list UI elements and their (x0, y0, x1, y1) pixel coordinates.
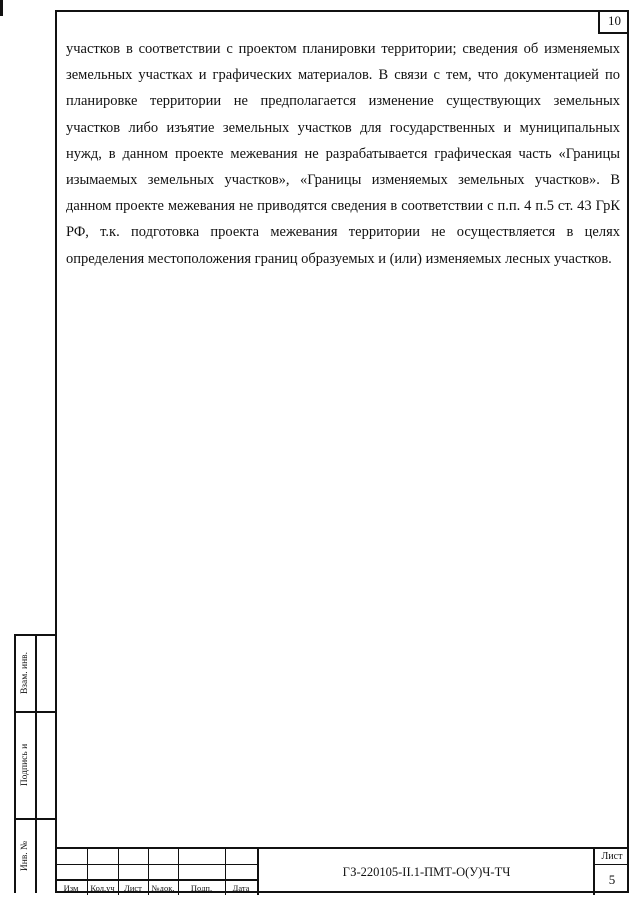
title-block (55, 847, 629, 895)
col-list: Лист (124, 883, 142, 893)
side-label-podpis: Подпись и (20, 743, 31, 786)
side-stamp (14, 634, 57, 893)
body-paragraph: участков в соответствии с проектом планировки территории; сведения об изменяемых земельных участках и графических материалов. В связи с тем, что документацией по планировке территории не предполагается изменение существующих земельных участков либо изъятие земельных участков для государственных и муниципальных нужд, в данном проекте межевания не разрабатывается графическая часть «Границы изымаемых земельных участков», «Границы изменяемых земельных участков». В данном проекте межевания не приводятся сведения в соответствии с п.п. 4 п.5 ст. 43 ГрК РФ, т.к. подготовка проекта межевания территории не осуществляется в целях определения местоположения границ образуемых и (или) изменяемых лесных участков. (66, 41, 620, 267)
binding-mark (0, 0, 3, 16)
document-code: ГЗ-220105-II.1-ПМТ-О(У)Ч-ТЧ (342, 864, 511, 879)
sheet-number: 5 (608, 872, 616, 887)
grid-row-line (55, 864, 258, 865)
col-data: Дата (232, 883, 250, 893)
col-podp: Подп. (190, 883, 213, 893)
side-cell-podpis (14, 711, 36, 818)
side-label-vzam-inv: Взам. инв. (20, 651, 31, 694)
side-cell-inv (14, 818, 36, 893)
col-no-dok: №док. (151, 883, 175, 893)
sheet-box (593, 849, 629, 895)
revision-grid (55, 849, 258, 895)
col-kol-uch: Кол.уч (90, 883, 115, 893)
side-cell-vzam (14, 634, 36, 711)
side-label-inv-no: Инв. № (20, 840, 30, 871)
col-izm: Изм (63, 883, 79, 893)
page-number: 10 (598, 10, 629, 34)
sheet-label: Лист (595, 850, 629, 865)
